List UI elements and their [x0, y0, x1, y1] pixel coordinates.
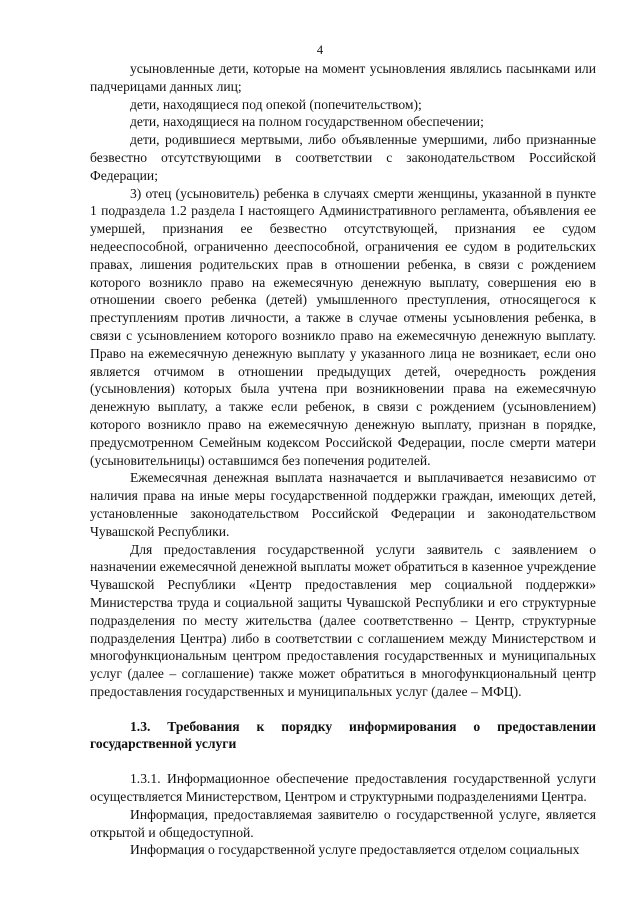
section-spacer	[90, 753, 596, 770]
paragraph: дети, родившиеся мертвыми, либо объявленные умершими, либо признанные безвестно отсутствующими в соответствии с законодательством Российской Федерации;	[90, 132, 596, 183]
paragraph: Для предоставления государственной услуги заявитель с заявлением о назначении ежемесячной денежной выплаты может обратиться в казенное учреждение Чувашской Республики «Центр предоставления мер социальной поддержки» Министерства труда и социальной защиты Чувашской Республики и его структурные подразделения по месту жительства (далее соответственно – Центр, структурные подразделения Центра) либо в соответствии с соглашением между Министерством и многофункциональным центром предоставления государственных и муниципальных услуг (далее – соглашение) также может обратиться в многофункциональный центр предоставления государственных и муниципальных услуг (далее – МФЦ).	[90, 541, 596, 699]
paragraph: дети, находящиеся под опекой (попечительством);	[130, 96, 422, 112]
document-body	[90, 60, 596, 859]
paragraph: дети, находящиеся на полном государственном обеспечении;	[130, 114, 484, 130]
paragraph: Информация, предоставляемая заявителю о государственной услуге, является открытой и общедоступной.	[90, 806, 596, 840]
paragraph: Информация о государственной услуге предоставляется отделом социальных	[130, 842, 580, 858]
paragraph: усыновленные дети, которые на момент усыновления являлись пасынками или падчерицами данных лиц;	[90, 61, 596, 94]
paragraph: 3) отец (усыновитель) ребенка в случаях смерти женщины, указанной в пункте 1 подраздела 1.2 раздела I настоящего Административного регламента, объявления ее умершей, признания ее безвестно отсутствующей, признания ее судом недееспособной, ограниченно дееспособной, ограничения ее судом в родительских правах, лишения родительских прав в отношении ребенка, в связи с рождением которого возникло право на ежемесячную денежную выплату, совершения ею в отношении своего ребенка (детей) умышленного преступления, относящегося к преступлениям против личности, а также в случае отмены усыновления ребенка, в связи с усыновлением которого возникло право на ежемесячную денежную выплату. Право на ежемесячную денежную выплату у указанного лица не возникает, если оно является отчимом в отношении предыдущих детей, очередность рождения (усыновления) которых была учтена при возникновении права на ежемесячную денежную выплату, а также если ребенок, в связи с рождением (усыновлением) которого возникло право на ежемесячную денежную выплату, признан в порядке, предусмотренном Семейным кодексом Российской Федерации, после смерти матери (усыновительницы) оставшимся без попечения родителей.	[90, 185, 596, 468]
page-number: 4	[316, 43, 324, 57]
paragraph: 1.3.1. Информационное обеспечение предоставления государственной услуги осуществляется Министерством, Центром и структурными подразделениями Центра.	[90, 771, 596, 805]
paragraph: Ежемесячная денежная выплата назначается и выплачивается независимо от наличия права на иные меры государственной поддержки граждан, имеющих детей, установленные законодательством Российской Федерации и законодательством Чувашской Республики.	[90, 470, 596, 539]
section-heading: 1.3. Требования к порядку информирования о предоставлении государственной услуги	[90, 718, 596, 752]
